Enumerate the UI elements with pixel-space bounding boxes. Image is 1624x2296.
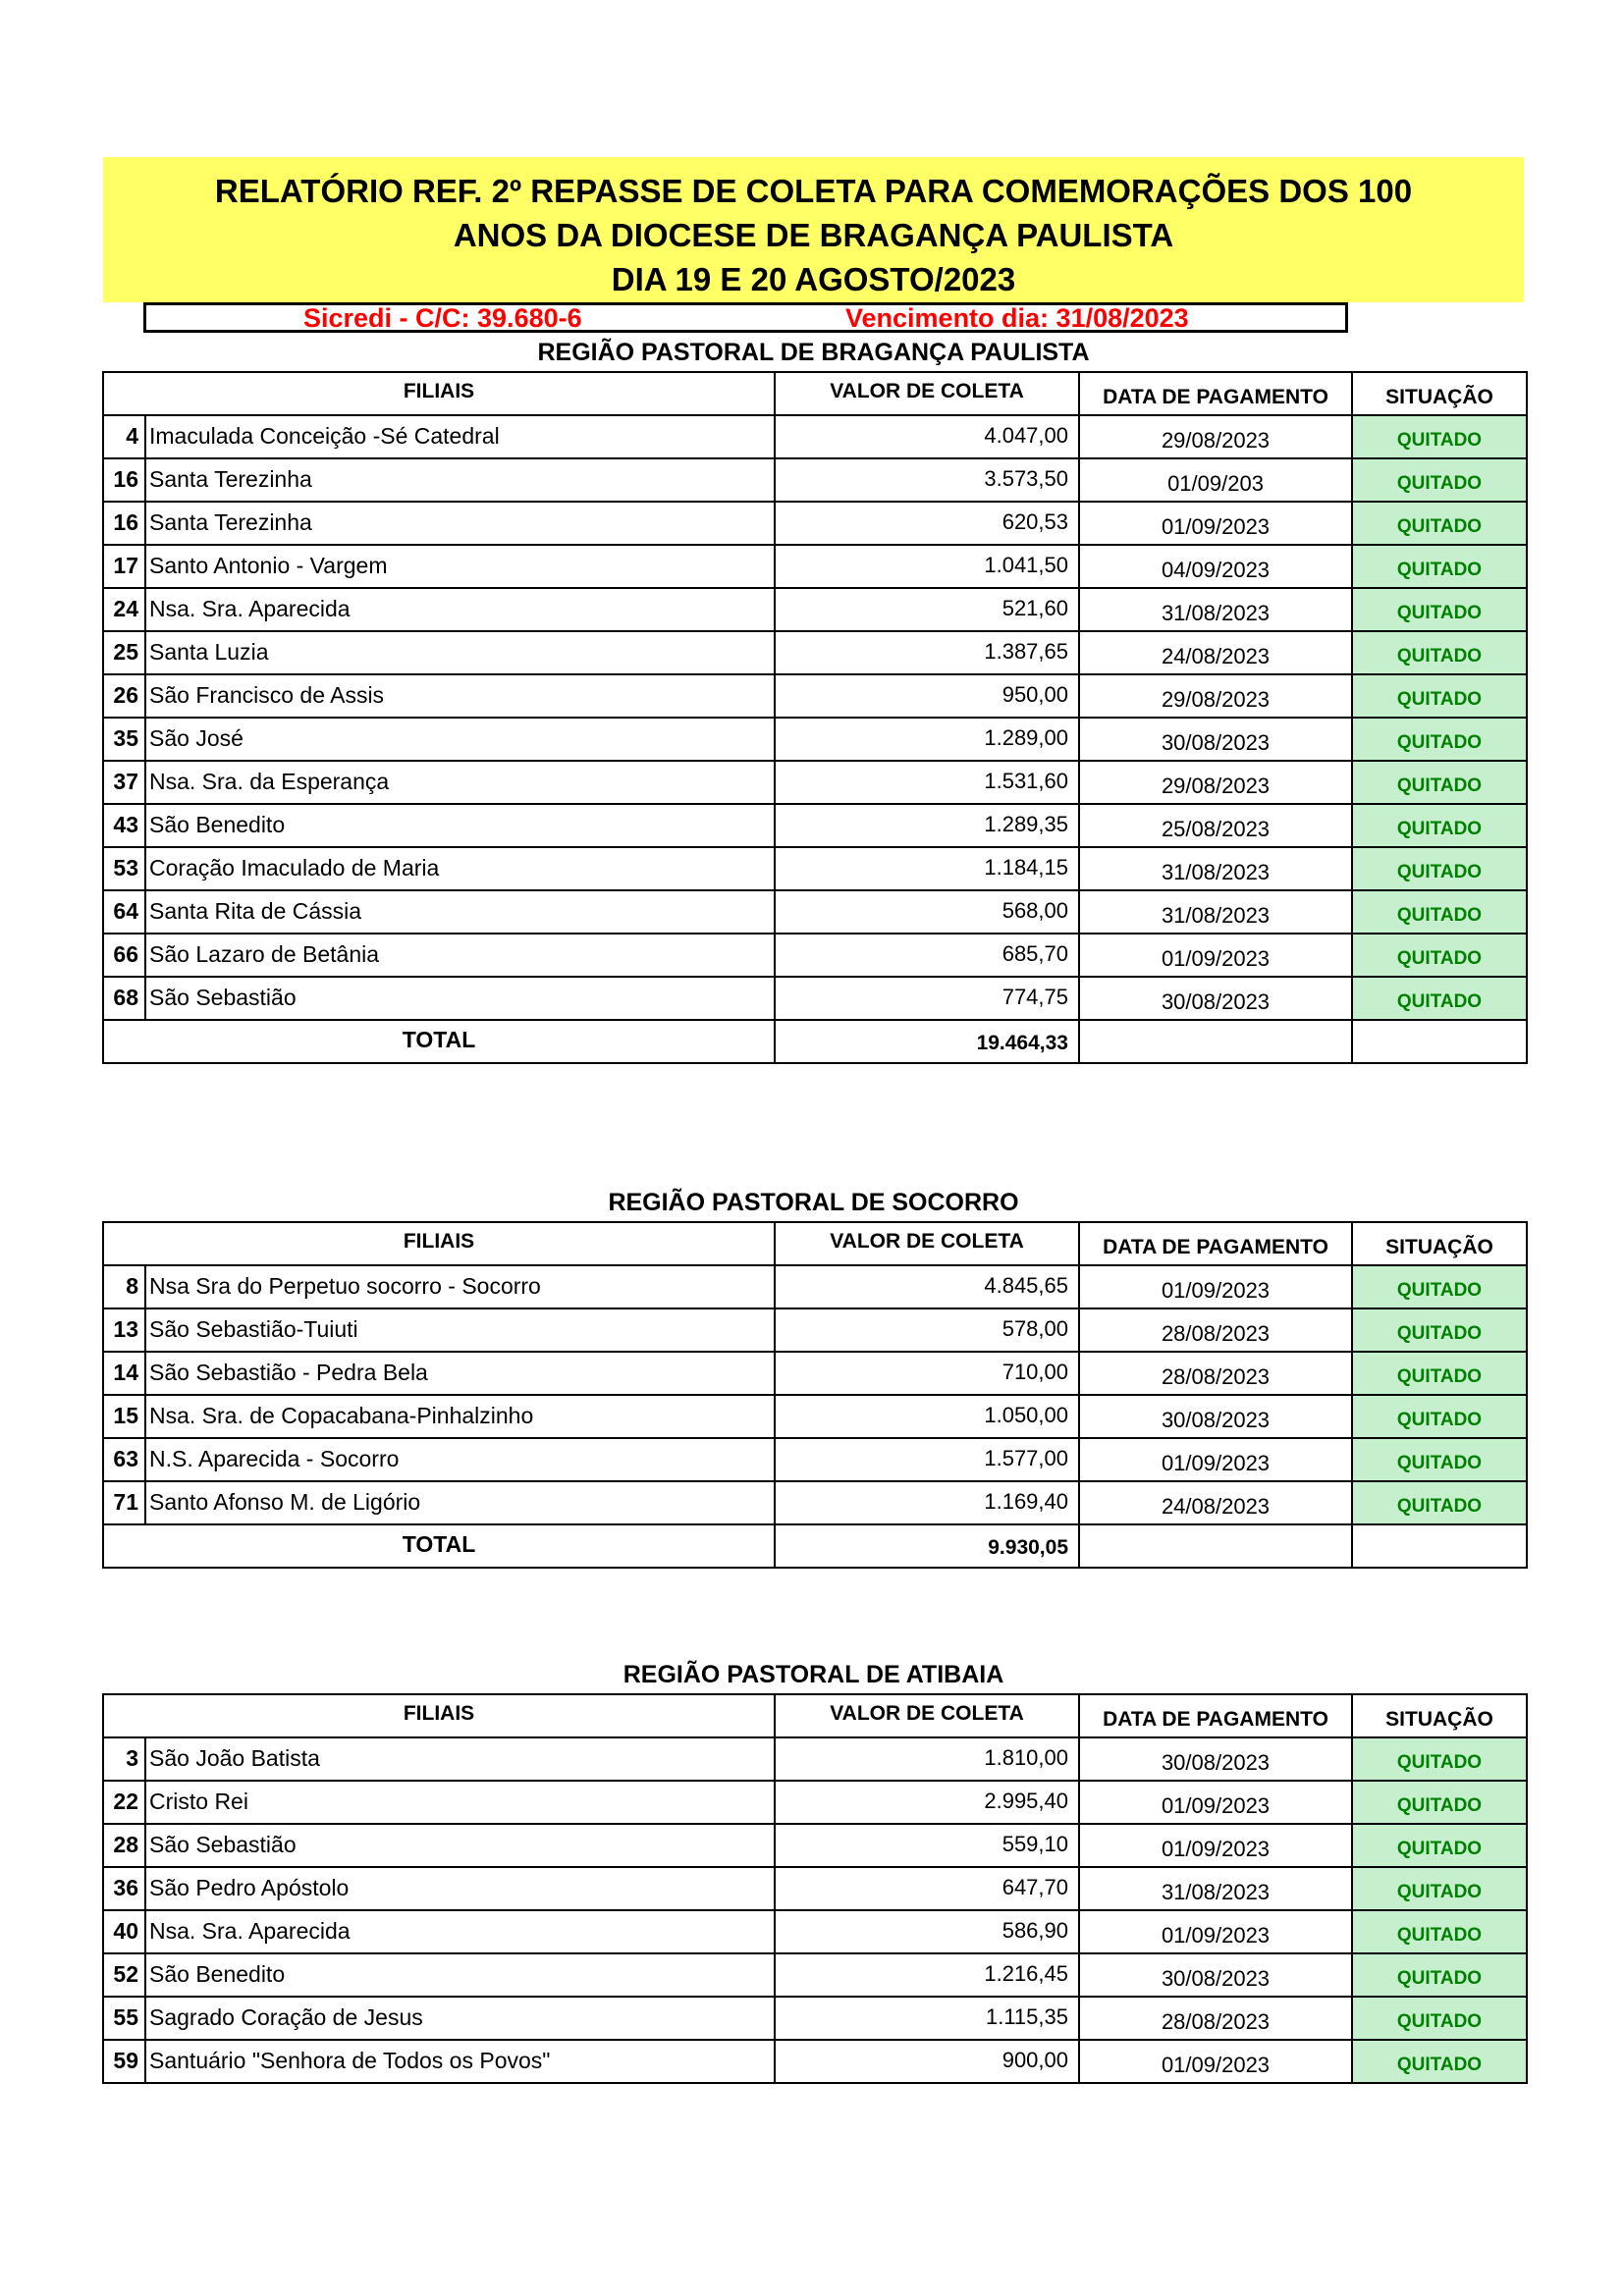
status-badge: QUITADO xyxy=(1352,1953,1527,1997)
collection-value: 710,00 xyxy=(775,1352,1079,1395)
collection-value: 774,75 xyxy=(775,977,1079,1020)
row-number: 36 xyxy=(103,1867,145,1910)
row-number: 16 xyxy=(103,458,145,502)
row-number: 8 xyxy=(103,1265,145,1308)
payment-date: 31/08/2023 xyxy=(1079,847,1352,890)
row-number: 66 xyxy=(103,934,145,977)
parish-name: São João Batista xyxy=(145,1737,775,1781)
row-number: 28 xyxy=(103,1824,145,1867)
row-number: 3 xyxy=(103,1737,145,1781)
row-number: 40 xyxy=(103,1910,145,1953)
status-badge: QUITADO xyxy=(1352,1352,1527,1395)
payment-date: 01/09/2023 xyxy=(1079,502,1352,545)
row-number: 14 xyxy=(103,1352,145,1395)
parish-name: Nsa. Sra. Aparecida xyxy=(145,588,775,631)
row-number: 71 xyxy=(103,1481,145,1524)
parish-name: Nsa. Sra. Aparecida xyxy=(145,1910,775,1953)
status-badge: QUITADO xyxy=(1352,674,1527,718)
row-number: 37 xyxy=(103,761,145,804)
table-row xyxy=(103,1395,1527,1438)
title-line-3: DIA 19 E 20 AGOSTO/2023 xyxy=(611,261,1016,297)
table-row xyxy=(103,1953,1527,1997)
total-row xyxy=(103,1020,1527,1063)
row-number: 25 xyxy=(103,631,145,674)
status-badge: QUITADO xyxy=(1352,804,1527,847)
row-number: 17 xyxy=(103,545,145,588)
collection-value: 1.184,15 xyxy=(775,847,1079,890)
row-number: 52 xyxy=(103,1953,145,1997)
payment-date: 01/09/2023 xyxy=(1079,934,1352,977)
collection-value: 1.577,00 xyxy=(775,1438,1079,1481)
table-row xyxy=(103,1737,1527,1781)
status-badge: QUITADO xyxy=(1352,1910,1527,1953)
status-badge: QUITADO xyxy=(1352,545,1527,588)
table-row xyxy=(103,415,1527,458)
status-badge: QUITADO xyxy=(1352,1481,1527,1524)
collection-value: 559,10 xyxy=(775,1824,1079,1867)
row-number: 22 xyxy=(103,1781,145,1824)
collection-value: 1.115,35 xyxy=(775,1997,1079,2040)
row-number: 55 xyxy=(103,1997,145,2040)
collection-value: 3.573,50 xyxy=(775,458,1079,502)
total-date-empty xyxy=(1079,1020,1352,1063)
payment-date: 28/08/2023 xyxy=(1079,1352,1352,1395)
total-label: TOTAL xyxy=(103,1020,775,1063)
table-row xyxy=(103,1481,1527,1524)
table-row xyxy=(103,1824,1527,1867)
collection-value: 2.995,40 xyxy=(775,1781,1079,1824)
payment-date: 31/08/2023 xyxy=(1079,588,1352,631)
parish-name: Santo Antonio - Vargem xyxy=(145,545,775,588)
region-table-braganca xyxy=(102,371,1528,1064)
parish-name: Santuário "Senhora de Todos os Povos" xyxy=(145,2040,775,2083)
table-row xyxy=(103,588,1527,631)
payment-date: 28/08/2023 xyxy=(1079,1997,1352,2040)
status-badge: QUITADO xyxy=(1352,631,1527,674)
bank-info-bar xyxy=(143,302,1348,333)
collection-value: 4.047,00 xyxy=(775,415,1079,458)
collection-value: 1.169,40 xyxy=(775,1481,1079,1524)
due-date: Vencimento dia: 31/08/2023 xyxy=(845,303,1189,333)
status-badge: QUITADO xyxy=(1352,1308,1527,1352)
collection-value: 1.387,65 xyxy=(775,631,1079,674)
collection-value: 1.810,00 xyxy=(775,1737,1079,1781)
region-table-socorro xyxy=(102,1221,1528,1569)
total-value: 19.464,33 xyxy=(775,1020,1079,1063)
payment-date: 31/08/2023 xyxy=(1079,1867,1352,1910)
parish-name: São Sebastião-Tuiuti xyxy=(145,1308,775,1352)
payment-date: 01/09/2023 xyxy=(1079,1438,1352,1481)
status-badge: QUITADO xyxy=(1352,1265,1527,1308)
payment-date: 01/09/203 xyxy=(1079,458,1352,502)
status-badge: QUITADO xyxy=(1352,718,1527,761)
table-row xyxy=(103,545,1527,588)
header-filiais: FILIAIS xyxy=(103,1222,775,1265)
parish-name: São Lazaro de Betânia xyxy=(145,934,775,977)
collection-value: 586,90 xyxy=(775,1910,1079,1953)
collection-value: 1.050,00 xyxy=(775,1395,1079,1438)
status-badge: QUITADO xyxy=(1352,415,1527,458)
parish-name: Santa Rita de Cássia xyxy=(145,890,775,934)
parish-name: Santa Luzia xyxy=(145,631,775,674)
header-data-pagamento: DATA DE PAGAMENTO xyxy=(1079,1222,1352,1265)
collection-value: 1.289,00 xyxy=(775,718,1079,761)
table-row xyxy=(103,847,1527,890)
parish-name: Imaculada Conceição -Sé Catedral xyxy=(145,415,775,458)
parish-name: Cristo Rei xyxy=(145,1781,775,1824)
row-number: 43 xyxy=(103,804,145,847)
row-number: 16 xyxy=(103,502,145,545)
status-badge: QUITADO xyxy=(1352,502,1527,545)
table-row xyxy=(103,458,1527,502)
status-badge: QUITADO xyxy=(1352,458,1527,502)
parish-name: São Benedito xyxy=(145,804,775,847)
payment-date: 01/09/2023 xyxy=(1079,1781,1352,1824)
collection-value: 1.531,60 xyxy=(775,761,1079,804)
payment-date: 01/09/2023 xyxy=(1079,2040,1352,2083)
table-row xyxy=(103,718,1527,761)
status-badge: QUITADO xyxy=(1352,1781,1527,1824)
total-value: 9.930,05 xyxy=(775,1524,1079,1568)
payment-date: 31/08/2023 xyxy=(1079,890,1352,934)
header-situacao: SITUAÇÃO xyxy=(1352,372,1527,415)
region-title-braganca: REGIÃO PASTORAL DE BRAGANÇA PAULISTA xyxy=(537,339,1090,366)
parish-name: São Sebastião xyxy=(145,1824,775,1867)
table-row xyxy=(103,1910,1527,1953)
payment-date: 01/09/2023 xyxy=(1079,1265,1352,1308)
status-badge: QUITADO xyxy=(1352,977,1527,1020)
total-row xyxy=(103,1524,1527,1568)
row-number: 64 xyxy=(103,890,145,934)
status-badge: QUITADO xyxy=(1352,1438,1527,1481)
row-number: 59 xyxy=(103,2040,145,2083)
payment-date: 30/08/2023 xyxy=(1079,718,1352,761)
table-row xyxy=(103,2040,1527,2083)
row-number: 13 xyxy=(103,1308,145,1352)
collection-value: 4.845,65 xyxy=(775,1265,1079,1308)
header-valor-coleta: VALOR DE COLETA xyxy=(775,1694,1079,1737)
row-number: 53 xyxy=(103,847,145,890)
payment-date: 29/08/2023 xyxy=(1079,761,1352,804)
header-data-pagamento: DATA DE PAGAMENTO xyxy=(1079,1694,1352,1737)
row-number: 24 xyxy=(103,588,145,631)
table-header-row xyxy=(103,1222,1527,1265)
table-row xyxy=(103,1352,1527,1395)
table-row xyxy=(103,631,1527,674)
header-valor-coleta: VALOR DE COLETA xyxy=(775,1222,1079,1265)
status-badge: QUITADO xyxy=(1352,761,1527,804)
payment-date: 01/09/2023 xyxy=(1079,1910,1352,1953)
status-badge: QUITADO xyxy=(1352,1824,1527,1867)
header-valor-coleta: VALOR DE COLETA xyxy=(775,372,1079,415)
row-number: 26 xyxy=(103,674,145,718)
payment-date: 01/09/2023 xyxy=(1079,1824,1352,1867)
status-badge: QUITADO xyxy=(1352,1867,1527,1910)
row-number: 63 xyxy=(103,1438,145,1481)
parish-name: São Benedito xyxy=(145,1953,775,1997)
parish-name: Nsa. Sra. da Esperança xyxy=(145,761,775,804)
total-status-empty xyxy=(1352,1524,1527,1568)
table-body xyxy=(103,372,1527,1063)
table-row xyxy=(103,1867,1527,1910)
status-badge: QUITADO xyxy=(1352,1395,1527,1438)
bank-account: Sicredi - C/C: 39.680-6 xyxy=(303,303,582,333)
region-title-socorro: REGIÃO PASTORAL DE SOCORRO xyxy=(608,1189,1019,1216)
total-date-empty xyxy=(1079,1524,1352,1568)
title-line-1: RELATÓRIO REF. 2º REPASSE DE COLETA PARA COMEMORAÇÕES DOS 100 xyxy=(214,173,1413,209)
status-badge: QUITADO xyxy=(1352,2040,1527,2083)
collection-value: 900,00 xyxy=(775,2040,1079,2083)
parish-name: Santa Terezinha xyxy=(145,502,775,545)
table-body xyxy=(103,1222,1527,1568)
parish-name: São José xyxy=(145,718,775,761)
payment-date: 24/08/2023 xyxy=(1079,631,1352,674)
table-row xyxy=(103,804,1527,847)
payment-date: 29/08/2023 xyxy=(1079,674,1352,718)
payment-date: 04/09/2023 xyxy=(1079,545,1352,588)
payment-date: 29/08/2023 xyxy=(1079,415,1352,458)
table-header-row xyxy=(103,372,1527,415)
row-number: 15 xyxy=(103,1395,145,1438)
status-badge: QUITADO xyxy=(1352,1737,1527,1781)
table-row xyxy=(103,502,1527,545)
payment-date: 25/08/2023 xyxy=(1079,804,1352,847)
total-status-empty xyxy=(1352,1020,1527,1063)
header-filiais: FILIAIS xyxy=(103,1694,775,1737)
table-row xyxy=(103,1438,1527,1481)
report-title xyxy=(103,157,1524,302)
collection-value: 1.289,35 xyxy=(775,804,1079,847)
parish-name: São Sebastião xyxy=(145,977,775,1020)
parish-name: São Sebastião - Pedra Bela xyxy=(145,1352,775,1395)
status-badge: QUITADO xyxy=(1352,890,1527,934)
table-row xyxy=(103,1997,1527,2040)
table-row xyxy=(103,977,1527,1020)
collection-value: 1.041,50 xyxy=(775,545,1079,588)
row-number: 35 xyxy=(103,718,145,761)
table-row xyxy=(103,1308,1527,1352)
header-situacao: SITUAÇÃO xyxy=(1352,1222,1527,1265)
region-table-atibaia xyxy=(102,1693,1528,2084)
table-row xyxy=(103,1265,1527,1308)
parish-name: São Francisco de Assis xyxy=(145,674,775,718)
parish-name: Coração Imaculado de Maria xyxy=(145,847,775,890)
table-row xyxy=(103,1781,1527,1824)
status-badge: QUITADO xyxy=(1352,847,1527,890)
payment-date: 30/08/2023 xyxy=(1079,1953,1352,1997)
collection-value: 568,00 xyxy=(775,890,1079,934)
table-header-row xyxy=(103,1694,1527,1737)
row-number: 4 xyxy=(103,415,145,458)
collection-value: 521,60 xyxy=(775,588,1079,631)
row-number: 68 xyxy=(103,977,145,1020)
table-row xyxy=(103,761,1527,804)
payment-date: 30/08/2023 xyxy=(1079,977,1352,1020)
status-badge: QUITADO xyxy=(1352,1997,1527,2040)
collection-value: 620,53 xyxy=(775,502,1079,545)
parish-name: Sagrado Coração de Jesus xyxy=(145,1997,775,2040)
collection-value: 685,70 xyxy=(775,934,1079,977)
region-title-atibaia: REGIÃO PASTORAL DE ATIBAIA xyxy=(623,1661,1004,1688)
header-situacao: SITUAÇÃO xyxy=(1352,1694,1527,1737)
payment-date: 24/08/2023 xyxy=(1079,1481,1352,1524)
collection-value: 1.216,45 xyxy=(775,1953,1079,1997)
status-badge: QUITADO xyxy=(1352,934,1527,977)
parish-name: Nsa Sra do Perpetuo socorro - Socorro xyxy=(145,1265,775,1308)
title-line-2: ANOS DA DIOCESE DE BRAGANÇA PAULISTA xyxy=(453,217,1174,253)
payment-date: 30/08/2023 xyxy=(1079,1737,1352,1781)
collection-value: 578,00 xyxy=(775,1308,1079,1352)
header-filiais: FILIAIS xyxy=(103,372,775,415)
payment-date: 30/08/2023 xyxy=(1079,1395,1352,1438)
parish-name: São Pedro Apóstolo xyxy=(145,1867,775,1910)
table-row xyxy=(103,890,1527,934)
parish-name: Santa Terezinha xyxy=(145,458,775,502)
collection-value: 647,70 xyxy=(775,1867,1079,1910)
table-row xyxy=(103,674,1527,718)
status-badge: QUITADO xyxy=(1352,588,1527,631)
total-label: TOTAL xyxy=(103,1524,775,1568)
table-body xyxy=(103,1694,1527,2083)
parish-name: N.S. Aparecida - Socorro xyxy=(145,1438,775,1481)
payment-date: 28/08/2023 xyxy=(1079,1308,1352,1352)
collection-value: 950,00 xyxy=(775,674,1079,718)
table-row xyxy=(103,934,1527,977)
header-data-pagamento: DATA DE PAGAMENTO xyxy=(1079,372,1352,415)
parish-name: Nsa. Sra. de Copacabana-Pinhalzinho xyxy=(145,1395,775,1438)
parish-name: Santo Afonso M. de Ligório xyxy=(145,1481,775,1524)
